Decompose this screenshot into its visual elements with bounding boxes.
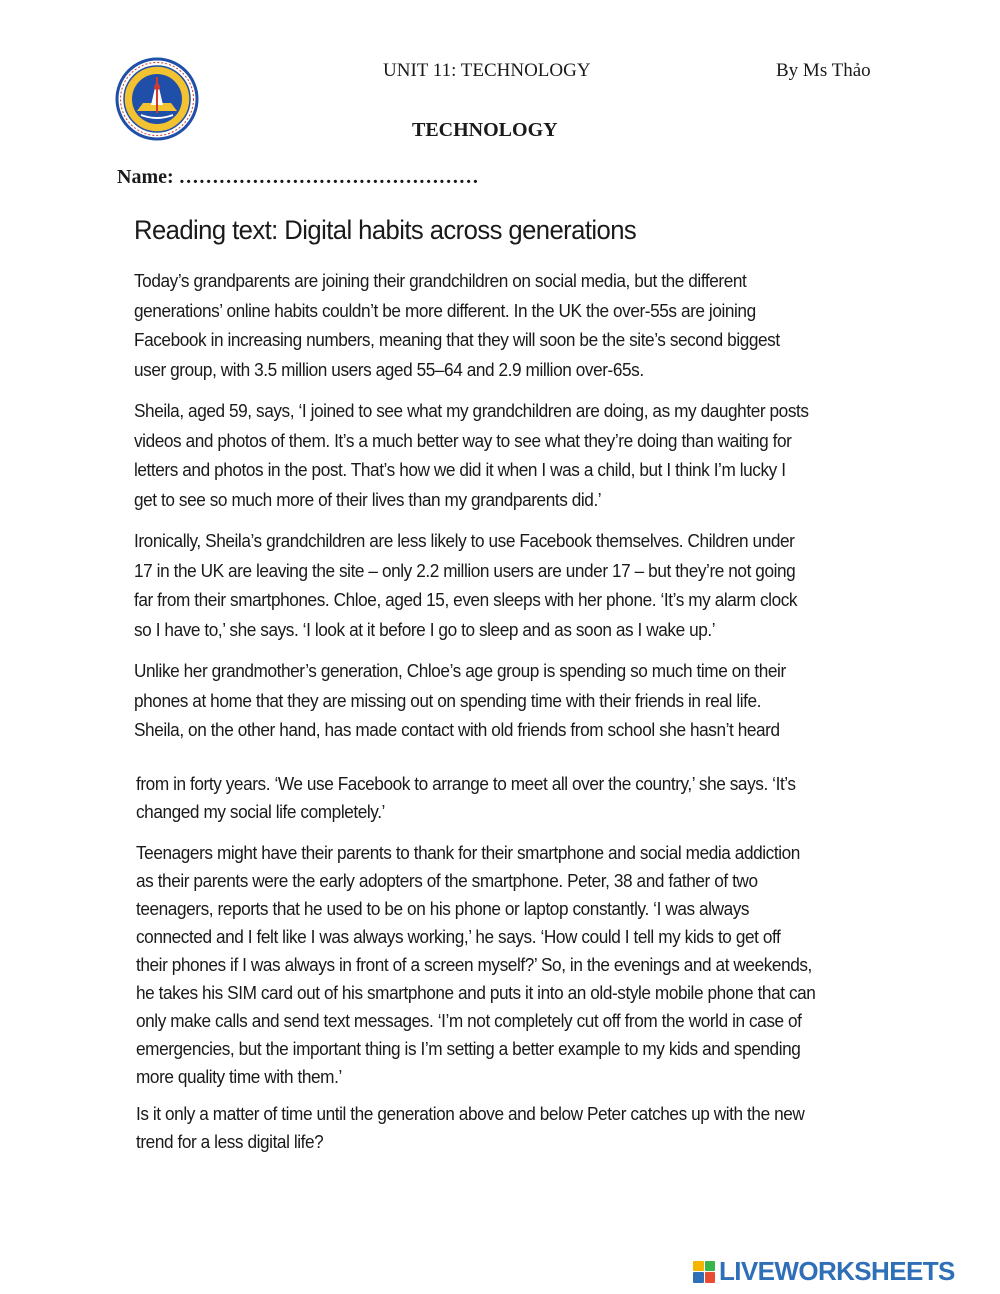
paragraph-line: Ironically, Sheila’s grandchildren are less likely to use Facebook themselves. Children under	[134, 530, 795, 551]
paragraph-5	[136, 770, 796, 826]
paragraph-line: 17 in the UK are leaving the site – only 2.2 million users are under 17 – but they’re not going	[134, 559, 796, 581]
paragraph-line: get to see so much more of their lives than my grandparents did.’	[134, 488, 602, 510]
paragraph-line: Unlike her grandmother’s generation, Chloe’s age group is spending so much time on their	[134, 660, 786, 681]
paragraph-line: generations’ online habits couldn’t be more different. In the UK the over-55s are joining	[134, 299, 756, 321]
paragraph-line: connected and I felt like I was always working,’ he says. ‘How could I tell my kids to get off	[136, 926, 781, 947]
paragraph-line: Is it only a matter of time until the generation above and below Peter catches up with the new	[136, 1103, 805, 1124]
liveworksheets-wordmark: LIVEWORKSHEETS	[719, 1256, 955, 1286]
paragraph-4	[134, 656, 786, 745]
paragraph-line: Today’s grandparents are joining their grandchildren on social media, but the different	[134, 270, 747, 291]
paragraph-7	[136, 1100, 804, 1156]
logo-square-red	[705, 1272, 716, 1283]
paragraph-line: Sheila, on the other hand, has made contact with old friends from school she hasn’t heard	[134, 719, 780, 740]
logo-square-green	[705, 1261, 716, 1272]
paragraph-1	[134, 266, 780, 384]
paragraph-line: Teenagers might have their parents to thank for their smartphone and social media addiction	[136, 842, 800, 863]
paragraph-line: Sheila, aged 59, says, ‘I joined to see what my grandchildren are doing, as my daughter posts	[134, 400, 809, 421]
paragraph-line: from in forty years. ‘We use Facebook to arrange to meet all over the country,’ she says. ‘It’s	[136, 773, 796, 794]
name-field-label: Name: ………………………………………	[117, 166, 479, 188]
paragraph-line: videos and photos of them. It’s a much better way to see what they’re doing than waiting for	[134, 429, 792, 451]
paragraph-line: only make calls and send text messages. ‘I’m not completely cut off from the world in case of	[136, 1010, 802, 1031]
paragraph-line: trend for a less digital life?	[136, 1131, 324, 1152]
paragraph-line: as their parents were the early adopters of the smartphone. Peter, 38 and father of two	[136, 870, 758, 891]
paragraph-line: their phones if I was always in front of a screen myself?’ So, in the evenings and at weekends,	[136, 954, 812, 975]
paragraph-line: more quality time with them.’	[136, 1066, 342, 1087]
paragraph-line: letters and photos in the post. That’s how we did it when I was a child, but I think I’m lucky I	[134, 459, 786, 480]
liveworksheets-logo-icon	[693, 1261, 715, 1283]
reading-title: Reading text: Digital habits across generations	[134, 215, 637, 245]
paragraph-line: user group, with 3.5 million users aged 55–64 and 2.9 million over-65s.	[134, 358, 644, 380]
author-credit: By Ms Thảo	[776, 60, 871, 81]
paragraph-3	[134, 526, 797, 644]
paragraph-line: phones at home that they are missing out on spending time with their friends in real life.	[134, 689, 762, 711]
logo-square-yellow	[693, 1261, 704, 1272]
logo-square-blue	[693, 1272, 704, 1283]
paragraph-line: teenagers, reports that he used to be on his phone or laptop constantly. ‘I was always	[136, 898, 750, 919]
unit-title: UNIT 11: TECHNOLOGY	[383, 60, 591, 81]
paragraph-line: so I have to,’ she says. ‘I look at it before I go to sleep and as soon as I wake up.’	[134, 618, 716, 640]
paragraph-line: far from their smartphones. Chloe, aged 15, even sleeps with her phone. ‘It’s my alarm clock	[134, 589, 798, 610]
paragraph-line: he takes his SIM card out of his smartphone and puts it into an old-style mobile phone that can	[136, 982, 816, 1003]
paragraph-line: Facebook in increasing numbers, meaning that they will soon be the site’s second biggest	[134, 329, 780, 350]
worksheet-title: TECHNOLOGY	[412, 119, 558, 141]
paragraph-2	[134, 396, 809, 514]
paragraph-line: emergencies, but the important thing is I’m setting a better example to my kids and spending	[136, 1038, 801, 1059]
school-logo	[115, 57, 199, 141]
liveworksheets-brand[interactable]	[693, 1256, 955, 1287]
paragraph-6	[136, 839, 815, 1091]
paragraph-line: changed my social life completely.’	[136, 801, 385, 822]
